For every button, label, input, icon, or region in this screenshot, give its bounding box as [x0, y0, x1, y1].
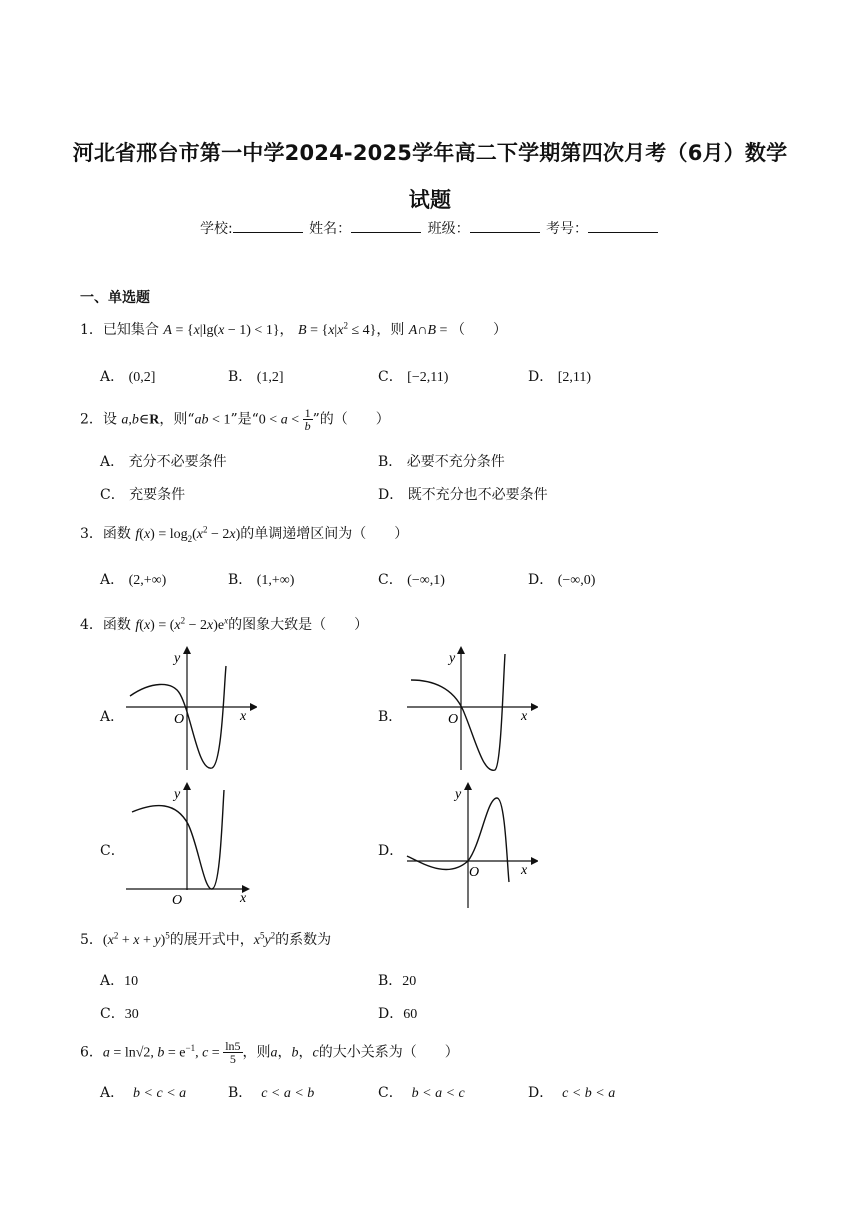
q6-option-d[interactable]: D． c < b < a: [528, 1085, 616, 1101]
q1-option-c[interactable]: C． [−2,11): [378, 369, 449, 385]
q6-option-c[interactable]: C． b < a < c: [378, 1085, 465, 1101]
q4-graph-a: [122, 646, 257, 772]
question-3: 3．函数 $f(x) = \log_2(x^2 - 2x)$的单调递增区间为（ ）: [80, 524, 409, 544]
q1-option-d[interactable]: D． [2,11): [528, 369, 591, 385]
q4-option-b[interactable]: B．: [378, 709, 403, 725]
q2-option-c[interactable]: C． 充要条件: [100, 487, 186, 503]
q5-option-c[interactable]: C．30: [100, 1006, 139, 1022]
svg-text:x: x: [240, 709, 247, 724]
question-2: 2．设 a,b∈R，则“ab < 1”是“0 < a < $\frac{1}{b}$ ”的（ ）: [80, 406, 390, 433]
svg-text:x: x: [240, 891, 247, 906]
q4-graph-b: [403, 646, 538, 772]
q4-option-a[interactable]: A．: [100, 709, 125, 725]
svg-text:x: x: [521, 709, 528, 724]
svg-text:x: x: [521, 863, 528, 878]
class-label: 班级：: [427, 221, 470, 237]
q4-option-c[interactable]: C．: [100, 843, 125, 859]
q6-option-a[interactable]: A． b < c < a: [100, 1085, 187, 1101]
question-6: 6．a = ln√2, $b = e^{-1}$, c = $\frac{\ln 5}{5}$ ，则a，b，c的大小关系为（ ）: [80, 1039, 459, 1066]
name-label: 姓名：: [309, 221, 352, 237]
q2-option-b[interactable]: B． 必要不充分条件: [378, 454, 505, 470]
q3-option-b[interactable]: B． (1,+∞): [228, 572, 295, 588]
q3-option-a[interactable]: A． (2,+∞): [100, 572, 167, 588]
question-1: 1．已知集合 A = {x|lg(x − 1) < 1}， $B = \{x|x^2 \le 4\}$，则 A∩B = （ ）: [80, 320, 507, 338]
school-field[interactable]: [233, 220, 303, 233]
exam-number-field[interactable]: [588, 220, 658, 233]
q6-option-b[interactable]: B． c < a < b: [228, 1085, 315, 1101]
q2-option-a[interactable]: A． 充分不必要条件: [100, 454, 227, 470]
q4-graph-c: [122, 782, 257, 908]
svg-text:O: O: [172, 893, 183, 908]
q5-option-a[interactable]: A．10: [100, 973, 139, 989]
question-4: 4．函数 $f(x) = (x^2 - 2x)e^x$的图象大致是（ ）: [80, 615, 369, 633]
name-field[interactable]: [351, 220, 421, 233]
q2-option-d[interactable]: D． 既不充分也不必要条件: [378, 487, 548, 503]
q3-option-c[interactable]: C． (−∞,1): [378, 572, 445, 588]
svg-text:O: O: [174, 712, 185, 727]
svg-text:O: O: [469, 865, 480, 880]
student-info-row: [0, 218, 860, 238]
question-5: 5．$(x^2 + x + y)^5$的展开式中，$x^5y^2$的系数为: [80, 930, 332, 948]
class-field[interactable]: [470, 220, 540, 233]
section-heading: 一、单选题: [80, 290, 150, 306]
q5-option-b[interactable]: B．20: [378, 973, 417, 989]
svg-text:y: y: [449, 651, 456, 666]
q4-option-d[interactable]: D．: [378, 843, 404, 859]
q4-graph-d: [403, 782, 538, 910]
page-title-line1: 河北省邢台市第一中学2024-2025学年高二下学期第四次月考（6月）数学: [72, 141, 788, 165]
svg-text:y: y: [455, 787, 462, 802]
page-title-line2: 试题: [408, 188, 452, 212]
q3-option-d[interactable]: D． (−∞,0): [528, 572, 596, 588]
svg-text:O: O: [448, 712, 459, 727]
school-label: 学校:: [199, 221, 233, 237]
q5-option-d[interactable]: D．60: [378, 1006, 418, 1022]
svg-text:y: y: [174, 651, 181, 666]
svg-text:y: y: [174, 787, 181, 802]
exam-number-label: 考号：: [546, 221, 589, 237]
q1-option-a[interactable]: A． (0,2]: [100, 369, 156, 385]
q1-option-b[interactable]: B． (1,2]: [228, 369, 284, 385]
